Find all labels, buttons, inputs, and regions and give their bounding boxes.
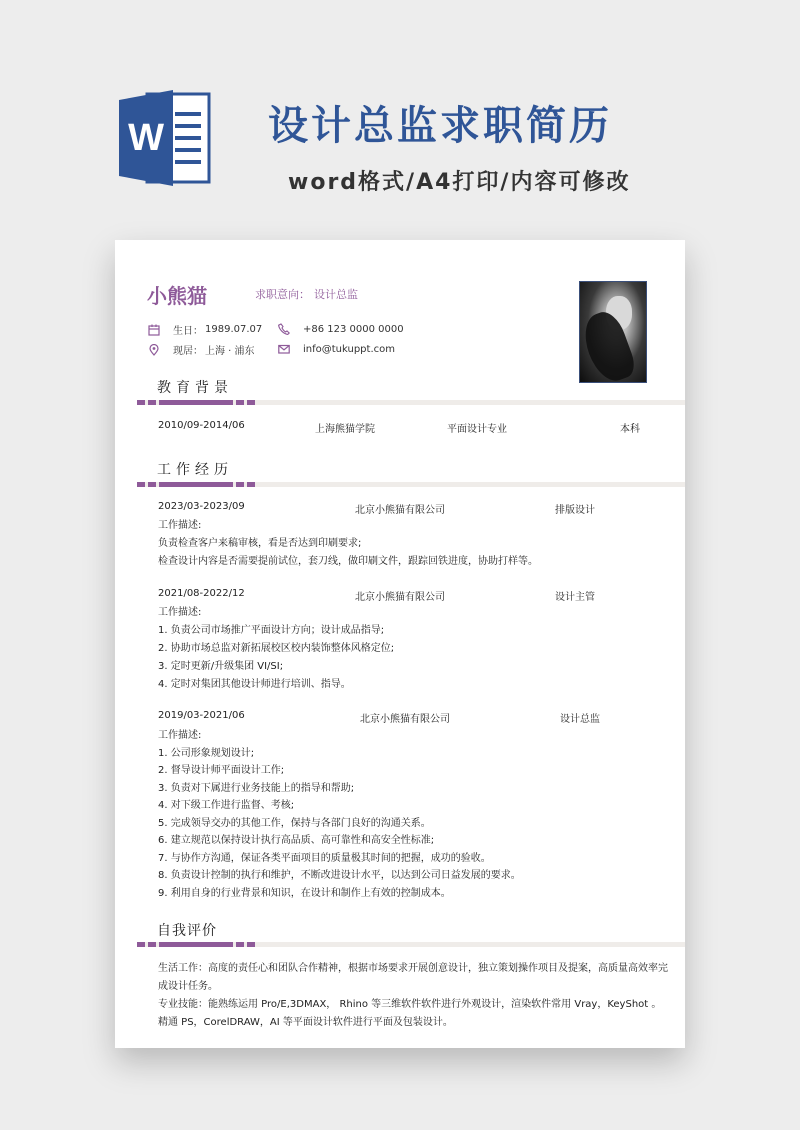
job-intent-label: 求职意向： — [255, 288, 310, 301]
job-period: 2021/08-2022/12 — [158, 588, 245, 599]
work-title: 工作经历 — [157, 462, 233, 478]
email-info — [277, 342, 395, 356]
education-title: 教育背景 — [157, 380, 233, 396]
job-intent — [255, 286, 358, 302]
phone-icon — [277, 322, 291, 336]
edu-major: 平面设计专业 — [447, 424, 507, 435]
email-value: info@tukuppt.com — [303, 343, 395, 355]
job-desc-line: 3. 负责对下属进行业务技能上的指导和帮助; — [158, 783, 355, 794]
phone-value: +86 123 0000 0000 — [303, 323, 404, 335]
birth-value: 1989.07.07 — [205, 324, 263, 335]
edu-school: 上海熊猫学院 — [315, 424, 375, 435]
job-desc-line: 检查设计内容是否需要提前试位，套刀线，做印刷文件，跟踪回铁进度，协助打样等。 — [158, 556, 538, 567]
job-period: 2023/03-2023/09 — [158, 501, 245, 512]
job-desc-label: 工作描述: — [158, 520, 202, 531]
phone-info — [277, 322, 404, 336]
job-desc-line: 1. 公司形象规划设计; — [158, 748, 255, 759]
self-eval-skills: 专业技能：能熟练运用 Pro/E,3DMAX， Rhino 等三维软件软件进行外观设计，渲染软件常用 Vray，KeyShot 。 精通 PS，CorelDRAW，AI 等平面设计软件进行平面及包装设计。 — [158, 999, 662, 1028]
location-label: 现居： — [173, 346, 203, 357]
job-company: 北京小熊猫有限公司 — [355, 592, 445, 603]
birth-info — [147, 322, 262, 337]
work-divider — [137, 482, 685, 487]
job-desc-label: 工作描述: — [158, 607, 202, 618]
job-desc-line: 6. 建立规范以保持设计执行高品质、高可靠性和高安全性标准; — [158, 835, 435, 846]
edu-degree: 本科 — [620, 424, 640, 435]
profile-photo — [579, 281, 647, 383]
location-info — [147, 342, 255, 357]
svg-text:W: W — [128, 117, 164, 159]
birth-label: 生日： — [173, 326, 203, 337]
resume-page — [115, 240, 685, 1048]
job-desc-line: 3. 定时更新/升级集团 VI/SI; — [158, 661, 284, 672]
job-desc-line: 负责检查客户来稿审核，看是否达到印刷要求; — [158, 538, 362, 549]
job-company: 北京小熊猫有限公司 — [360, 714, 450, 725]
email-icon — [277, 342, 291, 356]
job-role: 排版设计 — [555, 505, 595, 516]
self-eval-life: 生活工作：高度的责任心和团队合作精神，根据市场要求开展创意设计，独立策划操作项目及提案，高质量高效率完成设计任务。 — [158, 963, 668, 992]
location-value: 上海 · 浦东 — [205, 346, 255, 357]
job-desc-line: 7. 与协作方沟通，保证各类平面项目的质量极其时间的把握，成功的验收。 — [158, 853, 491, 864]
banner-subtitle: word格式/A4打印/内容可修改 — [288, 170, 631, 195]
job-desc-label: 工作描述: — [158, 730, 202, 741]
job-desc-line: 9. 利用自身的行业背景和知识，在设计和制作上有效的控制成本。 — [158, 888, 451, 899]
job-desc-line: 1. 负责公司市场推广平面设计方向；设计成品指导; — [158, 625, 385, 636]
banner-title: 设计总监求职简历 — [268, 103, 612, 149]
job-period: 2019/03-2021/06 — [158, 710, 245, 721]
job-desc-line: 2. 协助市场总监对新拓展校区校内装饰整体风格定位; — [158, 643, 395, 654]
self-eval-divider — [137, 942, 685, 947]
calendar-icon — [147, 323, 161, 337]
job-role: 设计总监 — [560, 714, 600, 725]
job-desc-line: 4. 对下级工作进行监督、考核; — [158, 800, 295, 811]
location-pin-icon — [147, 343, 161, 357]
education-divider — [137, 400, 685, 405]
job-company: 北京小熊猫有限公司 — [355, 505, 445, 516]
word-icon — [117, 86, 217, 186]
job-desc-line: 5. 完成领导交办的其他工作，保持与各部门良好的沟通关系。 — [158, 818, 431, 829]
job-desc-line: 2. 督导设计师平面设计工作; — [158, 765, 285, 776]
candidate-name: 小熊猫 — [147, 284, 207, 308]
job-desc-line: 8. 负责设计控制的执行和维护，不断改进设计水平，以达到公司日益发展的要求。 — [158, 870, 521, 881]
self-eval-title: 自我评价 — [157, 923, 217, 939]
job-intent-value: 设计总监 — [314, 288, 358, 301]
edu-period: 2010/09-2014/06 — [158, 420, 245, 431]
job-role: 设计主管 — [555, 592, 595, 603]
job-desc-line: 4. 定时对集团其他设计师进行培训、指导。 — [158, 679, 351, 690]
